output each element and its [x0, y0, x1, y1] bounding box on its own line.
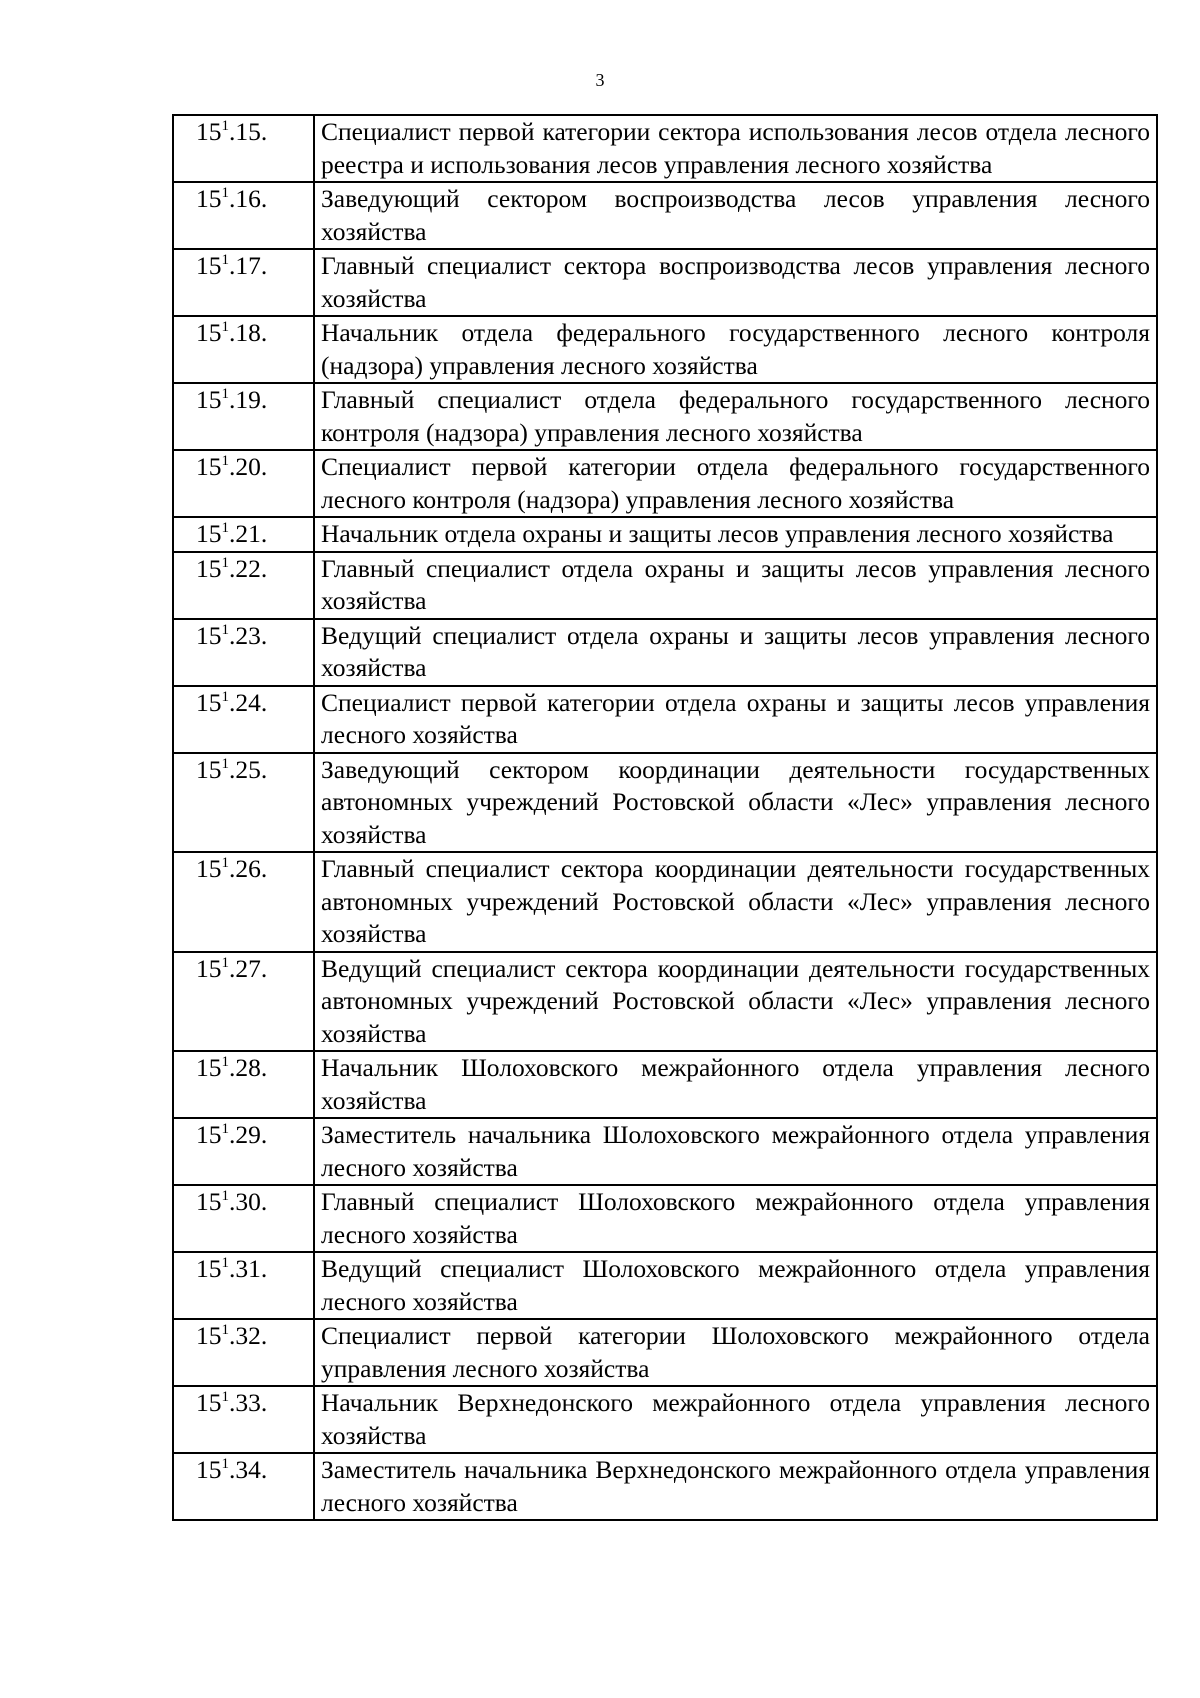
- row-number-base: 15: [196, 1053, 222, 1082]
- row-number-superscript: 1: [221, 1054, 229, 1070]
- row-number-suffix: .27.: [229, 953, 268, 983]
- position-title: Главный специалист сектора воспроизводства лесов управления лесного хозяйства: [314, 249, 1157, 316]
- row-number: [173, 753, 314, 853]
- row-number-superscript: 1: [221, 855, 229, 871]
- position-title: Заведующий сектором воспроизводства лесов управления лесного хозяйства: [314, 182, 1157, 249]
- table-row: [173, 316, 1157, 383]
- positions-table-body: [173, 115, 1157, 1520]
- row-number-base: 15: [196, 1388, 222, 1417]
- position-title: Заведующий сектором координации деятельности государственных автономных учреждений Ростовской области «Лес» управления лесного хозяйства: [314, 753, 1157, 853]
- position-title: Специалист первой категории Шолоховского межрайонного отдела управления лесного хозяйства: [314, 1319, 1157, 1386]
- table-row: [173, 1319, 1157, 1386]
- row-number-superscript: 1: [221, 755, 229, 772]
- row-number-superscript: 1: [221, 453, 229, 469]
- row-number: [173, 1051, 314, 1118]
- row-number-superscript: 1: [221, 1322, 229, 1338]
- row-number: [173, 249, 314, 316]
- row-number-suffix: .15.: [229, 117, 268, 146]
- row-number-base: 15: [196, 1321, 222, 1350]
- table-row: [173, 1185, 1157, 1252]
- row-number: [173, 952, 314, 1052]
- row-number: [173, 115, 314, 182]
- row-number-suffix: .30.: [229, 1187, 268, 1216]
- row-number-base: 15: [196, 251, 222, 280]
- table-row: [173, 952, 1157, 1052]
- page-number: 3: [595, 70, 605, 90]
- row-number-suffix: .16.: [229, 184, 268, 213]
- row-number-suffix: .34.: [229, 1455, 268, 1484]
- row-number-suffix: .31.: [229, 1254, 268, 1283]
- row-number-suffix: .26.: [229, 854, 268, 883]
- position-title: Ведущий специалист Шолоховского межрайонного отдела управления лесного хозяйства: [314, 1252, 1157, 1319]
- row-number-base: 15: [196, 385, 222, 414]
- row-number: [173, 383, 314, 450]
- row-number: [173, 1319, 314, 1386]
- row-number-base: 15: [196, 452, 222, 481]
- table-row: [173, 249, 1157, 316]
- table-row: [173, 1453, 1157, 1520]
- table-row: [173, 383, 1157, 450]
- row-number-suffix: .20.: [229, 452, 268, 481]
- row-number-superscript: 1: [221, 1255, 229, 1271]
- row-number-base: 15: [196, 687, 222, 717]
- table-row: [173, 1386, 1157, 1453]
- row-number: [173, 1453, 314, 1520]
- row-number-base: 15: [196, 1455, 222, 1484]
- row-number-suffix: .19.: [229, 385, 268, 414]
- row-number: [173, 450, 314, 517]
- row-number-suffix: .33.: [229, 1388, 268, 1417]
- row-number-superscript: 1: [221, 118, 229, 134]
- row-number-superscript: 1: [221, 554, 229, 571]
- row-number-base: 15: [196, 754, 222, 784]
- row-number-superscript: 1: [221, 1121, 229, 1137]
- row-number-superscript: 1: [221, 520, 229, 536]
- position-title: Специалист первой категории сектора использования лесов отдела лесного реестра и использования лесов управления лесного хозяйства: [314, 115, 1157, 182]
- position-title: Заместитель начальника Верхнедонского межрайонного отдела управления лесного хозяйства: [314, 1453, 1157, 1520]
- position-title: Главный специалист отдела охраны и защиты лесов управления лесного хозяйства: [314, 552, 1157, 619]
- row-number-superscript: 1: [221, 185, 229, 201]
- row-number-base: 15: [196, 1254, 222, 1283]
- position-title: Специалист первой категории отдела федерального государственного лесного контроля (надзора) управления лесного хозяйства: [314, 450, 1157, 517]
- row-number-suffix: .17.: [229, 251, 268, 280]
- row-number-superscript: 1: [221, 319, 229, 335]
- position-title: Ведущий специалист сектора координации деятельности государственных автономных учреждений Ростовской области «Лес» управления лесного хозяйства: [314, 952, 1157, 1052]
- row-number-superscript: 1: [221, 386, 229, 402]
- position-title: Главный специалист Шолоховского межрайонного отдела управления лесного хозяйства: [314, 1185, 1157, 1252]
- table-row: [173, 1252, 1157, 1319]
- position-title: Главный специалист отдела федерального государственного лесного контроля (надзора) управления лесного хозяйства: [314, 383, 1157, 450]
- table-row: [173, 686, 1157, 753]
- table-row: [173, 1051, 1157, 1118]
- row-number-superscript: 1: [221, 1389, 229, 1405]
- table-row: [173, 450, 1157, 517]
- row-number-suffix: .25.: [229, 754, 268, 784]
- row-number-base: 15: [196, 184, 222, 213]
- row-number-base: 15: [196, 854, 222, 883]
- position-title: Начальник отдела федерального государственного лесного контроля (надзора) управления лесного хозяйства: [314, 316, 1157, 383]
- table-row: [173, 619, 1157, 686]
- position-title: Ведущий специалист отдела охраны и защиты лесов управления лесного хозяйства: [314, 619, 1157, 686]
- positions-table: [172, 114, 1158, 1521]
- table-row: [173, 182, 1157, 249]
- row-number-base: 15: [196, 117, 222, 146]
- row-number: [173, 316, 314, 383]
- position-title: Заместитель начальника Шолоховского межрайонного отдела управления лесного хозяйства: [314, 1118, 1157, 1185]
- row-number: [173, 517, 314, 552]
- row-number: [173, 619, 314, 686]
- row-number: [173, 686, 314, 753]
- row-number-base: 15: [196, 553, 222, 583]
- row-number-superscript: 1: [221, 1188, 229, 1204]
- row-number: [173, 1252, 314, 1319]
- row-number-superscript: 1: [221, 688, 229, 705]
- row-number: [173, 1185, 314, 1252]
- table-row: [173, 517, 1157, 552]
- position-title: Главный специалист сектора координации деятельности государственных автономных учреждений Ростовской области «Лес» управления лесного хозяйства: [314, 852, 1157, 952]
- row-number-suffix: .28.: [229, 1053, 268, 1082]
- row-number-suffix: .23.: [229, 620, 268, 650]
- row-number: [173, 1386, 314, 1453]
- row-number-suffix: .21.: [229, 519, 268, 548]
- row-number-suffix: .18.: [229, 318, 268, 347]
- position-title: Начальник отдела охраны и защиты лесов управления лесного хозяйства: [314, 517, 1157, 552]
- row-number-base: 15: [196, 519, 222, 548]
- row-number-suffix: .29.: [229, 1120, 268, 1149]
- position-title: Начальник Верхнедонского межрайонного отдела управления лесного хозяйства: [314, 1386, 1157, 1453]
- row-number-superscript: 1: [221, 252, 229, 268]
- table-row: [173, 852, 1157, 952]
- row-number: [173, 852, 314, 952]
- table-row: [173, 753, 1157, 853]
- row-number-superscript: 1: [221, 954, 229, 971]
- table-row: [173, 1118, 1157, 1185]
- row-number-superscript: 1: [221, 621, 229, 638]
- row-number-suffix: .24.: [229, 687, 268, 717]
- row-number: [173, 1118, 314, 1185]
- row-number-base: 15: [196, 318, 222, 347]
- row-number: [173, 552, 314, 619]
- position-title: Начальник Шолоховского межрайонного отдела управления лесного хозяйства: [314, 1051, 1157, 1118]
- row-number-base: 15: [196, 953, 222, 983]
- position-title: Специалист первой категории отдела охраны и защиты лесов управления лесного хозяйства: [314, 686, 1157, 753]
- row-number-suffix: .22.: [229, 553, 268, 583]
- table-row: [173, 115, 1157, 182]
- row-number-suffix: .32.: [229, 1321, 268, 1350]
- row-number-base: 15: [196, 1120, 222, 1149]
- row-number-base: 15: [196, 620, 222, 650]
- row-number: [173, 182, 314, 249]
- table-row: [173, 552, 1157, 619]
- row-number-base: 15: [196, 1187, 222, 1216]
- row-number-superscript: 1: [221, 1456, 229, 1472]
